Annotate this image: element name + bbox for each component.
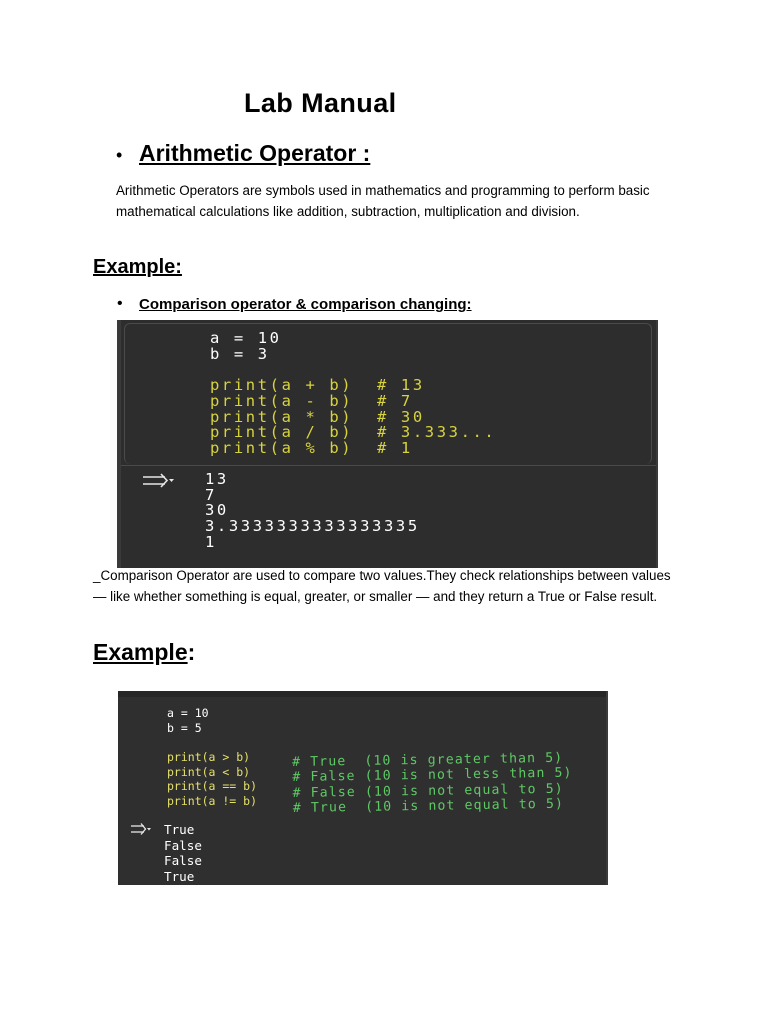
code-variables: a = 10 b = 5: [167, 706, 209, 735]
output-toggle-icon: [141, 472, 177, 495]
example-heading-2: [93, 639, 195, 666]
code-output: True False False True: [164, 822, 202, 884]
section-heading-arithmetic: Arithmetic Operator :: [139, 140, 371, 166]
bullet-icon: •: [116, 145, 123, 165]
code-print-statements: print(a + b) # 13 print(a - b) # 7 print(a * b) # 30 print(a / b) # 3.333... print(a % b) # 1: [210, 376, 497, 457]
code-right-edge: [606, 691, 608, 885]
subheading-comparison: Comparison operator & comparison changing:: [139, 296, 472, 313]
code-source: [210, 331, 496, 457]
output-toggle-icon: [130, 822, 152, 841]
example-label: Example: [93, 639, 188, 665]
example-heading-1: Example:: [93, 256, 182, 278]
code-top-bar: [118, 691, 608, 697]
code-screenshot-arithmetic: [117, 320, 658, 568]
example-colon: :: [187, 639, 196, 665]
code-variables: a = 10 b = 3: [210, 329, 282, 363]
code-screenshot-comparison: [118, 691, 608, 885]
bullet-icon: •: [117, 295, 123, 312]
code-print-statements: print(a > b) print(a < b) print(a == b) print(a != b): [167, 750, 258, 808]
arithmetic-description: Arithmetic Operators are symbols used in mathematics and programming to perform basic mathematical calculations like addition, subtraction, multiplication and division.: [116, 183, 650, 219]
code-comments: # True (10 is greater than 5) # False (10 is not less than 5) # False (10 is not equal to 5) # True (10 is not equal to 5): [292, 750, 573, 817]
code-output: 13 7 30 3.3333333333333335 1: [205, 470, 420, 551]
output-divider: [121, 465, 656, 466]
page-title: Lab Manual: [244, 88, 397, 118]
comparison-description: _Comparison Operator are used to compare two values.They check relationships between values — like whether something is equal, greater, or smaller — and they return a True or False result.: [93, 568, 671, 604]
